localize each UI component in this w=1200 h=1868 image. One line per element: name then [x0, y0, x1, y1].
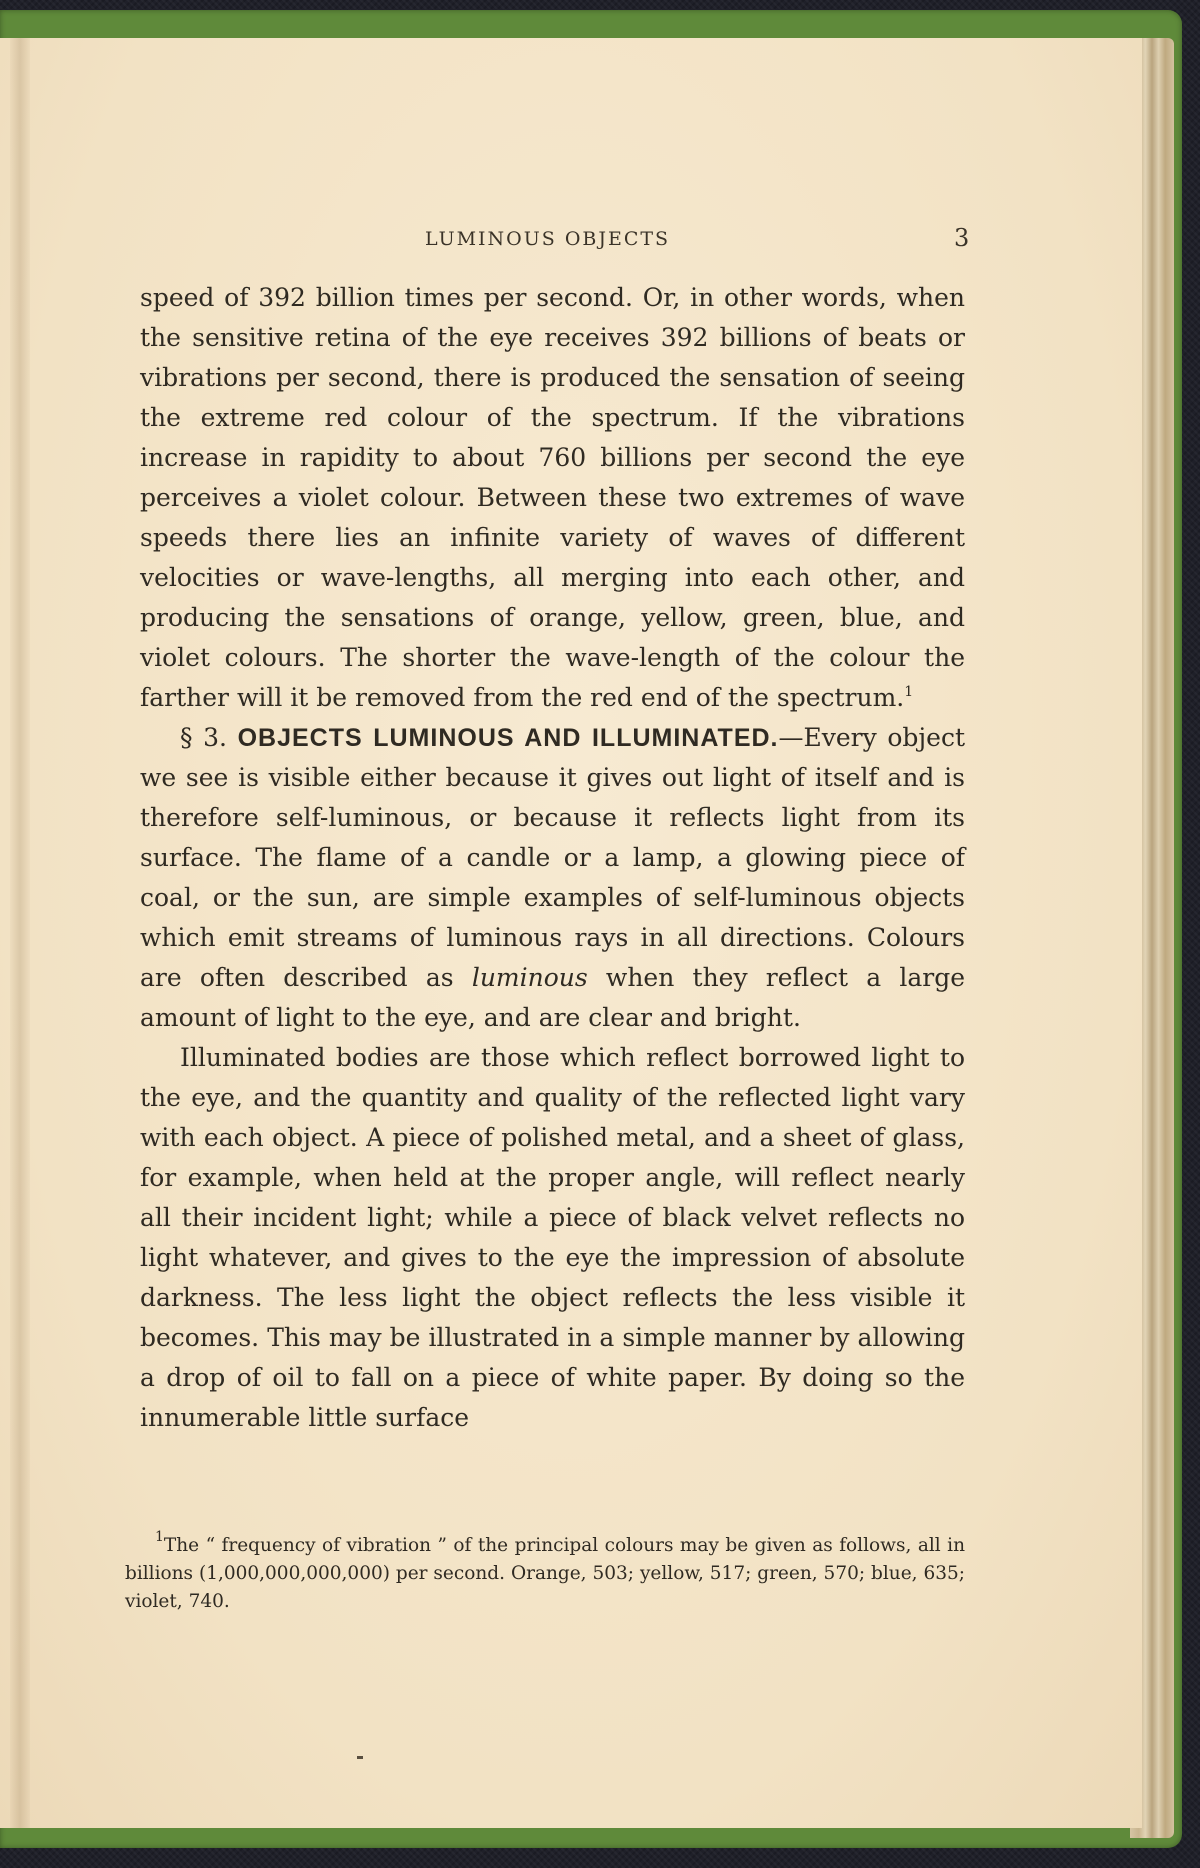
section-mark: § 3.	[180, 723, 227, 752]
paragraph-1-text: speed of 392 billion times per second. Or, in other words, when the sensitive retina of the eye receives 392 billions of beats or vibrations per second, there is produced the sensation of seeing the extreme red colour of the spectrum. If the vibrations increase in rapidity to about 760 billions per second the eye perceives a violet colour. Between these two extremes of wave speeds there lies an infinite variety of waves of different velocities or wave-lengths, all merging into each other, and producing the sensations of orange, yellow, green, blue, and violet colours. The shorter the wave-length of the colour the farther will it be removed from the red end of the spectrum.	[140, 283, 965, 712]
page-number: 3	[954, 224, 970, 252]
body-text	[140, 278, 965, 1438]
print-mark	[357, 1756, 363, 1759]
paragraph-2-text-end: when they reflect a large amount of light to the eye, and are clear and bright.	[140, 963, 966, 1032]
paragraph-2	[140, 718, 965, 1038]
section-heading: OBJECTS LUMINOUS AND ILLUMINATED.	[237, 724, 779, 752]
footnote-marker: 1	[155, 1529, 164, 1545]
paragraph-3	[140, 1038, 965, 1438]
footnote-text: The “ frequency of vibration ” of the principal colours may be given as follows, all in billions (1,000,000,000,000) per second. Orange, 503; yellow, 517; green, 570; blue, 635; violet, 740.	[125, 1535, 965, 1612]
running-title: LUMINOUS OBJECTS	[425, 228, 671, 250]
book-page	[0, 38, 1142, 1828]
footnote-reference[interactable]: 1	[904, 684, 914, 700]
paragraph-3-text: Illuminated bodies are those which reflect borrowed light to the eye, and the quantity and quality of the reflected light vary with each object. A piece of polished metal, and a sheet of glass, for example, when held at the proper angle, will reflect nearly all their incident light; while a piece of black velvet reflects no light whatever, and gives to the eye the impression of absolute darkness. The less light the object reflects the less visible it becomes. This may be illustrated in a simple manner by allowing a drop of oil to fall on a piece of white paper. By doing so the innumerable little surface	[140, 1043, 965, 1432]
paragraph-1	[140, 278, 965, 718]
footnote	[125, 1529, 965, 1616]
italic-term: luminous	[471, 963, 588, 992]
page-gutter-shadow	[10, 38, 30, 1828]
paragraph-2-text: —Every object we see is visible either because it gives out light of itself and is therefore self-luminous, or because it reflects light from its surface. The flame of a candle or a lamp, a glowing piece of coal, or the sun, are simple examples of self-luminous objects which emit streams of luminous rays in all directions. Colours are often described as	[140, 723, 965, 992]
